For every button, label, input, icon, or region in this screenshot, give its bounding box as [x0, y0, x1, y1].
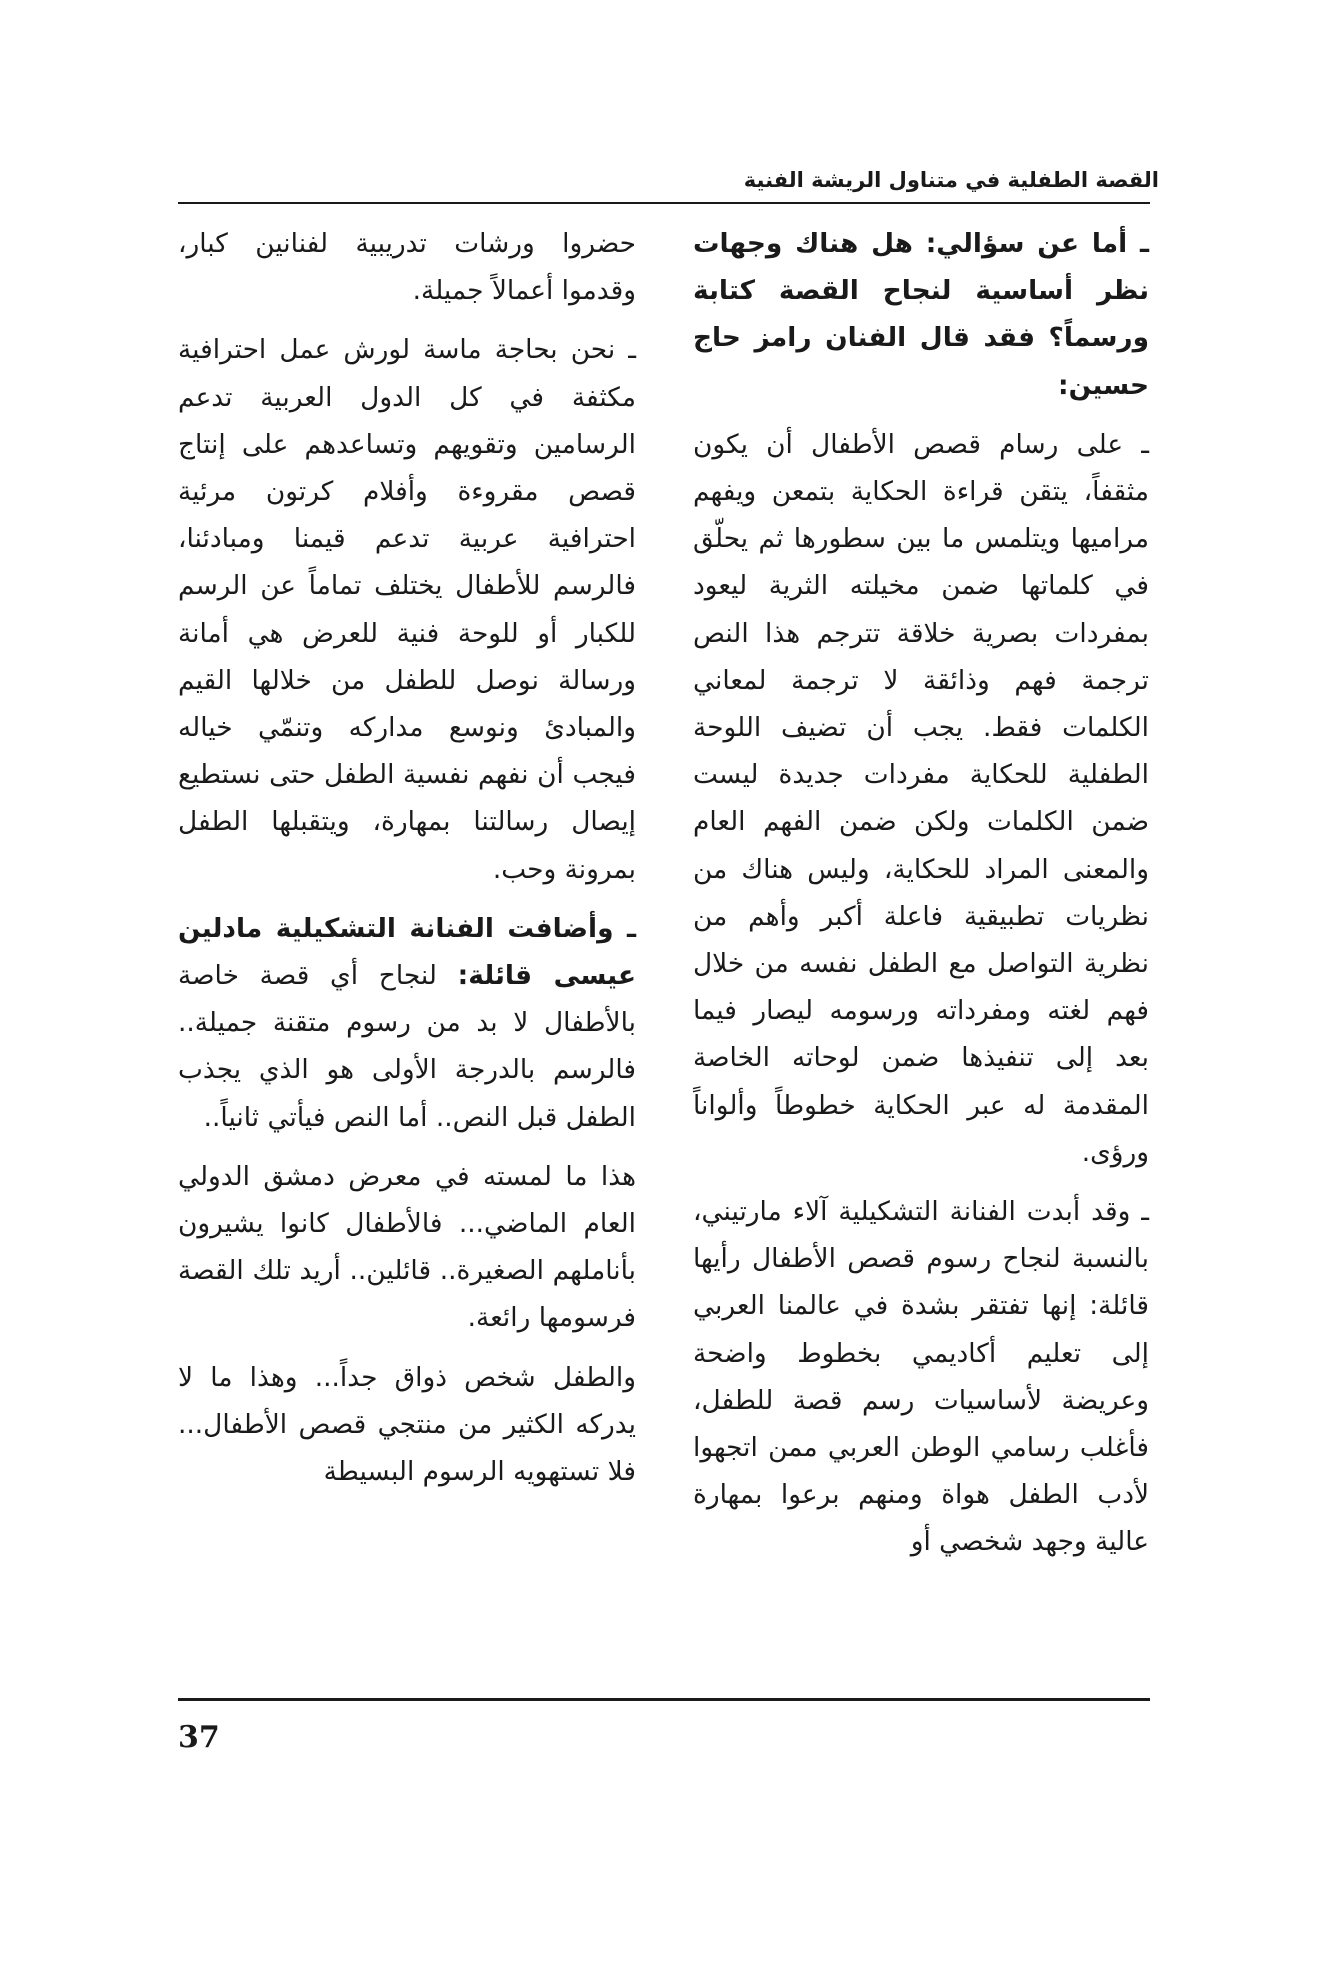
running-header-title: القصة الطفلية في متناول الريشة الفنية: [743, 168, 1159, 192]
header-rule: [178, 202, 1150, 204]
page-number: 37: [178, 1720, 220, 1755]
left-column: [178, 220, 636, 1507]
paragraph: حضروا ورشات تدريبية لفنانين كبار، وقدموا أعمالاً جميلة.: [178, 228, 636, 307]
footer-rule: [178, 1698, 1150, 1701]
paragraph: والطفل شخص ذواق جداً... وهذا ما لا يدركه الكثير من منتجي قصص الأطفال... فلا تستهويه الرسوم البسيطة: [178, 1361, 636, 1488]
right-column: [693, 220, 1149, 1578]
speaker-intro: ـ وأضافت الفنانة التشكيلية مادلين عيسى قائلة:: [178, 912, 636, 992]
paragraph: ـ على رسام قصص الأطفال أن يكون مثقفاً، يتقن قراءة الحكاية بتمعن ويفهم مراميها ويتلمس ما بين سطورها ثم يحلّق في كلماتها ضمن مخيلته الثرية ليعود بمفردات بصرية خلاقة تترجم هذا النص ترجمة فهم وذائقة لا ترجمة لمعاني الكلمات فقط. يجب أن تضيف اللوحة الطفلية للحكاية مفردات جديدة ليست ضمن الكلمات ولكن ضمن الفهم العام والمعنى المراد للحكاية، وليس هناك من نظريات تطبيقية فاعلة أكبر وأهم من نظرية التواصل مع الطفل نفسه من خلال فهم لغته ومفرداته ورسومه ليصار فيما بعد إلى تنفيذها ضمن لوحاته الخاصة المقدمة له عبر الحكاية خطوطاً وألواناً ورؤى.: [693, 428, 1149, 1168]
paragraph: [178, 905, 636, 1141]
paragraph: ـ نحن بحاجة ماسة لورش عمل احترافية مكثفة في كل الدول العربية تدعم الرسامين وتقويهم وتساعدهم على إنتاج قصص مقروءة وأفلام كرتون مرئية احترافية عربية تدعم قيمنا ومبادئنا، فالرسم للأطفال يختلف تماماً عن الرسم للكبار أو للوحة فنية للعرض هي أمانة ورسالة نوصل للطفل من خلالها القيم والمبادئ ونوسع مداركه وتنمّي خياله فيجب أن نفهم نفسية الطفل حتى نستطيع إيصال رسالتنا بمهارة، ويتقبلها الطفل بمرونة وحب.: [178, 334, 636, 885]
interview-question: ـ أما عن سؤالي: هل هناك وجهات نظر أساسية لنجاح القصة كتابة ورسماً؟ فقد قال الفنان رامز حاج حسين:: [693, 228, 1149, 401]
paragraph: هذا ما لمسته في معرض دمشق الدولي العام الماضي... فالأطفال كانوا يشيرون بأناملهم الصغيرة.. قائلين.. أريد تلك القصة فرسومها رائعة.: [178, 1160, 636, 1334]
paragraph: ـ وقد أبدت الفنانة التشكيلية آلاء مارتيني، بالنسبة لنجاح رسوم قصص الأطفال رأيها قائلة: إنها تفتقر بشدة في عالمنا العربي إلى تعليم أكاديمي بخطوط واضحة وعريضة لأساسيات رسم قصة للطفل، فأغلب رسامي الوطن العربي ممن اتجهوا لأدب الطفل هواة ومنهم برعوا بمهارة عالية وجهد شخصي أو: [693, 1196, 1149, 1558]
paragraph-text: لنجاح أي قصة خاصة بالأطفال لا بد من رسوم متقنة جميلة.. فالرسم بالدرجة الأولى هو الذي يجذب الطفل قبل النص.. أما النص فيأتي ثانياً..: [178, 960, 636, 1133]
